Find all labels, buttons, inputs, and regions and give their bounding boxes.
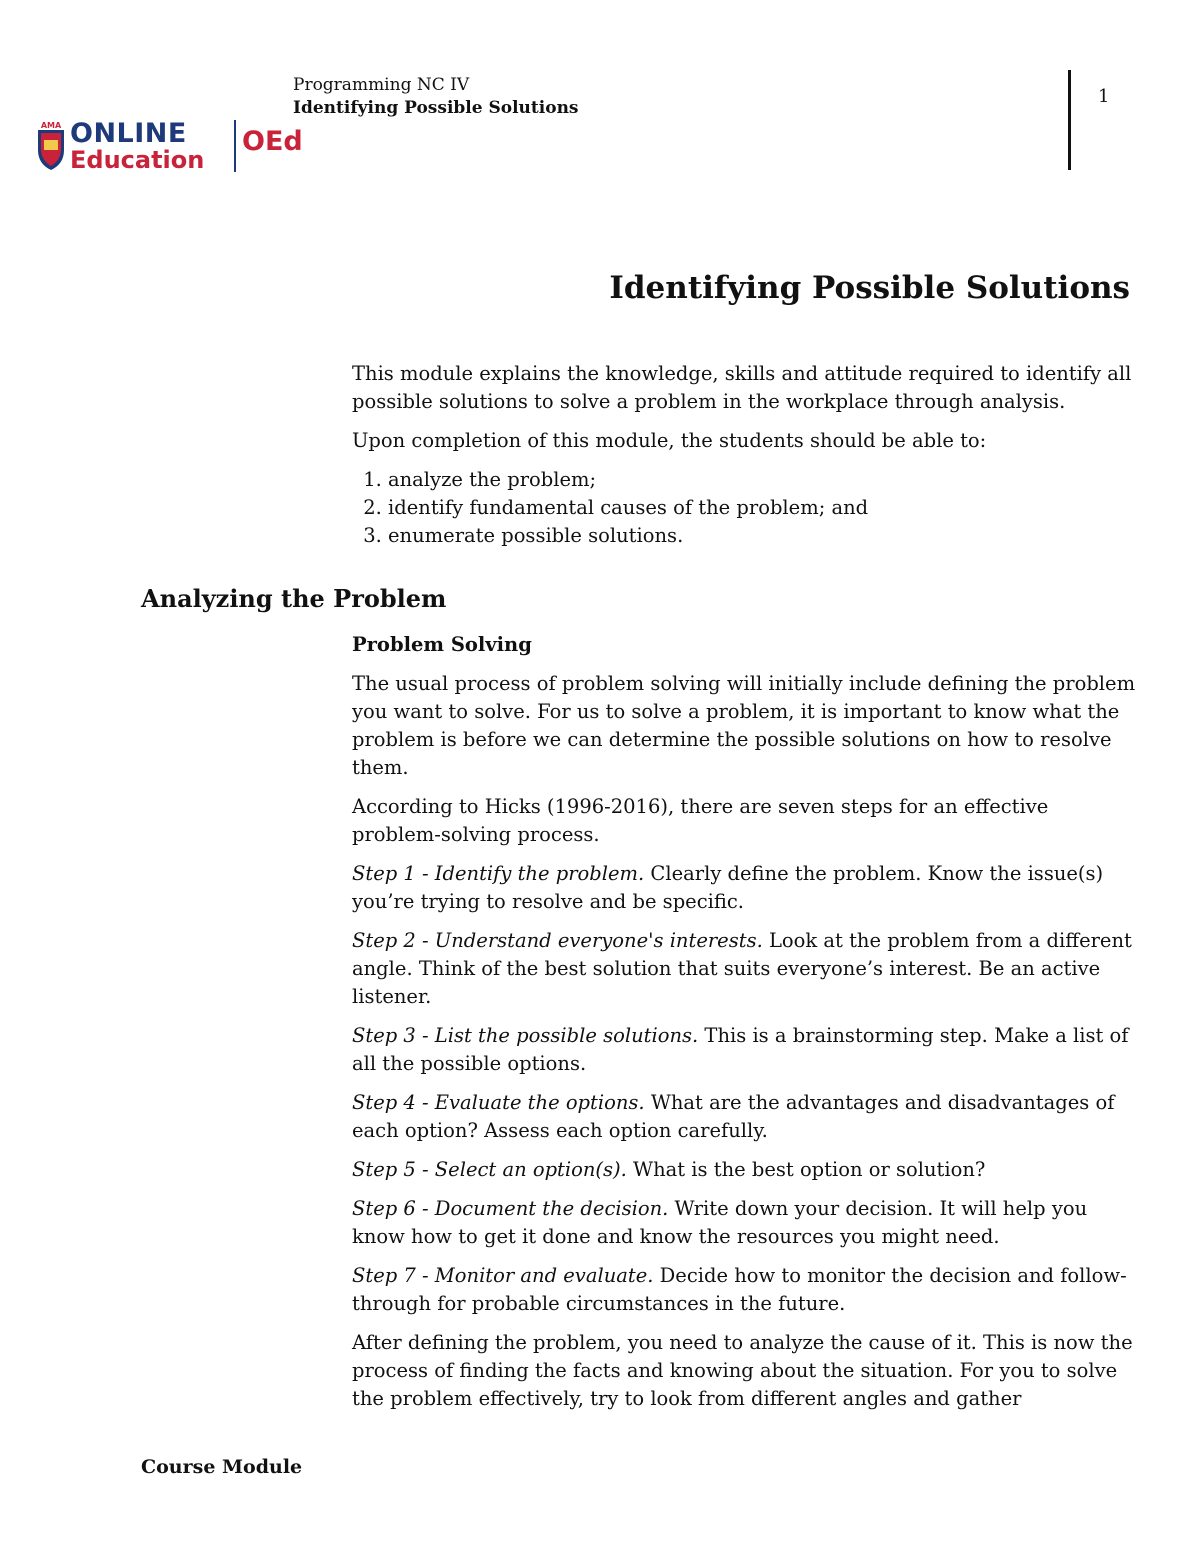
logo-oed-mark: OEd (242, 126, 303, 157)
body-paragraph: According to Hicks (1996-2016), there are seven steps for an effective problem-solving process. (352, 795, 1049, 846)
main-content (352, 360, 1142, 1424)
step-text: Look at the problem from a different angle. Think of the best solution that suits everyone’s interest. Be an active listener. (352, 929, 1132, 1008)
step-text: Clearly define the problem. Know the issue(s) you’re trying to resolve and be specific. (352, 862, 1104, 913)
logo-divider (234, 120, 236, 172)
step-paragraph (352, 927, 1142, 1011)
objective-item: 1. analyze the problem; (388, 466, 1142, 494)
objective-item: 3. enumerate possible solutions. (388, 522, 1142, 550)
logo-line-education: Education (70, 146, 205, 174)
document-title: Identifying Possible Solutions (609, 270, 1130, 306)
objective-item: 2. identify fundamental causes of the problem; and (388, 494, 1142, 522)
objectives-list (352, 466, 1142, 550)
header-course: Programming NC IV (293, 75, 470, 95)
step-text: This is a brainstorming step. Make a list of all the possible options. (352, 1024, 1129, 1075)
step-paragraph (352, 1022, 1142, 1078)
step-label: Step 4 - Evaluate the options. (352, 1091, 645, 1114)
oed-logo (36, 118, 303, 180)
logo-line-online: ONLINE (70, 118, 187, 149)
page-number: 1 (1098, 86, 1110, 107)
body-paragraph: After defining the problem, you need to analyze the cause of it. This is now the process of finding the facts and knowing about the situation. For you to solve the problem effectively, try to look from different angles and gather (352, 1331, 1133, 1410)
header-topic: Identifying Possible Solutions (293, 98, 579, 118)
seal-text: AMA (40, 121, 62, 130)
step-label: Step 2 - Understand everyone's interests. (352, 929, 763, 952)
school-seal-icon (36, 120, 66, 172)
running-header (293, 74, 579, 120)
step-label: Step 1 - Identify the problem. (352, 862, 645, 885)
body-paragraph: The usual process of problem solving will initially include defining the problem you want to solve. For us to solve a problem, it is important to know what the problem is before we can determine the possible solutions on how to resolve them. (352, 672, 1136, 779)
header-rule (1068, 70, 1071, 170)
section-spacer (352, 561, 1142, 631)
intro-paragraph: This module explains the knowledge, skills and attitude required to identify all possible solutions to solve a problem in the workplace through analysis. (352, 362, 1132, 413)
step-label: Step 5 - Select an option(s). (352, 1158, 627, 1181)
section-heading: Analyzing the Problem (141, 584, 447, 613)
step-label: Step 7 - Monitor and evaluate. (352, 1264, 654, 1287)
step-label: Step 6 - Document the decision. (352, 1197, 669, 1220)
step-text: Write down your decision. It will help you know how to get it done and know the resources you might need. (352, 1197, 1088, 1248)
step-label: Step 3 - List the possible solutions. (352, 1024, 699, 1047)
step-paragraph (352, 1195, 1142, 1251)
step-text: Decide how to monitor the decision and follow-through for probable circumstances in the future. (352, 1264, 1127, 1315)
step-paragraph (352, 1262, 1142, 1318)
step-text: What is the best option or solution? (626, 1158, 986, 1181)
subheading: Problem Solving (352, 633, 532, 656)
footer-label: Course Module (141, 1456, 303, 1478)
step-paragraph (352, 1156, 1142, 1184)
step-paragraph (352, 1089, 1142, 1145)
objectives-lead: Upon completion of this module, the students should be able to: (352, 429, 987, 452)
step-paragraph (352, 860, 1142, 916)
step-text: What are the advantages and disadvantages of each option? Assess each option carefully. (352, 1091, 1115, 1142)
